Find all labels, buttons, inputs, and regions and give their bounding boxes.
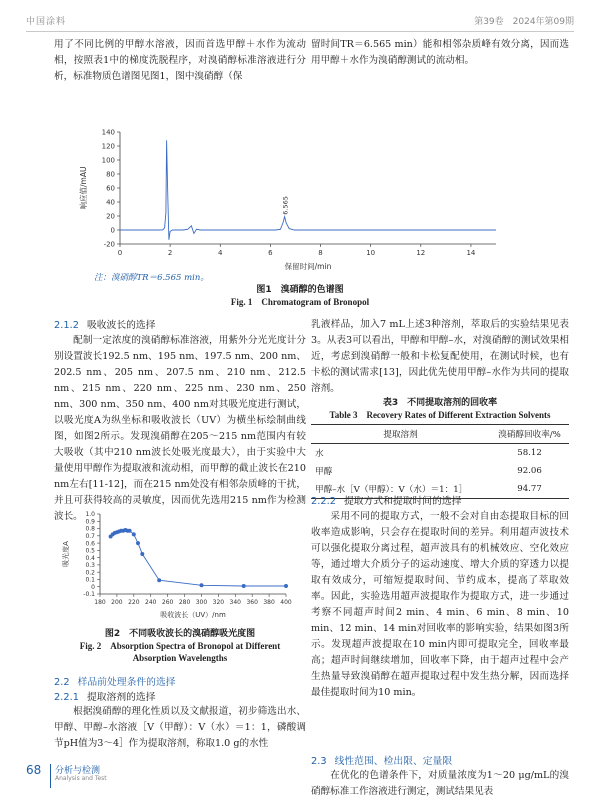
x-tick-label: 14 — [466, 249, 476, 257]
header-divider — [26, 31, 574, 32]
y-axis-label: 响应值/mAU — [79, 166, 88, 210]
section-number: 2.2.1 — [54, 692, 79, 703]
y-tick-label: 120 — [101, 142, 115, 151]
table-header-rate: 溴硝醇回收率/% — [490, 425, 569, 444]
y-tick-label: 0.2 — [85, 569, 95, 577]
section-2-1-2-text: 配制一定浓度的溴硝醇标准溶液，用紫外分光光度计分别设置波长192.5 nm、195 nm、197.5 nm、200 nm、202.5 nm、205 nm、207.5 nm、210 nm、212.5 nm、215 nm、220 nm、225 nm、230 nm、250 nm、300 nm、350 nm、400 nm对其吸光度进行测试，以吸光度A为纵坐标和吸收波长（UV）为横坐标绘制曲线图，如图2所示。发现溴硝醇在205～215 nm范围内有较大吸收（其中210 nm波长处吸光度最大），由于实验中大量使用甲醇作为提取液和流动相，而甲醇的截止波长在210 nm左右[11-12]，而在215 nm处没有相邻杂质峰的干扰，并且可获得较高的灵敏度，因而优先选用215 nm作为检测波长。 — [54, 335, 306, 522]
section-number: 2.2.2 — [311, 496, 336, 507]
data-point — [140, 552, 144, 556]
running-header — [26, 12, 574, 28]
section-title: 提取溶剂的选择 — [86, 692, 156, 703]
x-axis-label: 保留时间/min — [284, 262, 332, 271]
x-tick-label: 380 — [263, 599, 275, 606]
fig1-note: 注：溴硝醇TR＝6.565 min。 — [94, 273, 209, 283]
footer-section-en: Analysis and Test — [55, 775, 107, 782]
section-2-2-2-body — [311, 509, 569, 749]
y-tick-label: 60 — [106, 184, 115, 193]
table-row — [311, 444, 569, 463]
intro-left-text: 用了不同比例的甲醇水溶液，因而首选甲醇＋水作为流动相，按照表1中的梯度洗脱程序，对溴硝醇标准溶液进行分析，标准物质色谱图见图1，图中溴硝醇（保 — [54, 39, 306, 82]
y-tick-label: 0.5 — [85, 547, 95, 555]
y-tick-label: 80 — [106, 170, 115, 179]
x-tick-label: 2 — [167, 249, 173, 257]
data-point — [128, 529, 132, 533]
footer-section-cn: 分析与检测 — [55, 766, 101, 776]
section-2-3-body — [311, 768, 569, 800]
solvent-cell: 甲醇–水［V（甲醇）：V（水）＝1：1］ — [311, 480, 490, 499]
data-point — [132, 532, 136, 536]
section-2-2-heading — [54, 674, 176, 688]
data-point — [157, 578, 161, 582]
table3-title — [311, 397, 569, 421]
y-tick-label: 100 — [101, 156, 115, 165]
section-title: 提取方式和提取时间的选择 — [343, 496, 462, 507]
table3-title-en: Table 3 Recovery Rates of Different Extraction Solvents — [329, 410, 551, 420]
fig2-caption-cn: 图2 不同吸收波长的溴硝醇吸光度图 — [104, 629, 256, 639]
y-tick-label: -0.1 — [83, 591, 95, 599]
recovery-table — [311, 424, 569, 499]
table3-title-cn: 表3 不同提取溶剂的回收率 — [382, 398, 498, 408]
y-tick-label: 0.8 — [85, 525, 95, 533]
section-2-3-heading — [311, 753, 452, 767]
y-tick-label: 20 — [106, 212, 115, 221]
section-number: 2.2 — [54, 677, 70, 688]
solvent-cell: 水 — [315, 449, 324, 459]
section-2-2-2-text: 采用不同的提取方式，一般不会对自由态提取目标的回收率造成影响，只会存在提取时间的差异。利用超声波技术可以强化提取分离过程，超声波具有的机械效应、空化效应等，通过增大介质分子的运动速度、增大介质的穿透力以提取有效成分，可缩短提取时间、节约成本，提高了萃取效率。因此，实验选用超声波提取作为提取方式，进一步通过考察不同超声时间2 min、4 min、6 min、8 min、10 min、12 min、14 min对回收率的影响实验，结果如图3所示。发现超声波提取在10 min内即可提取完全，回收率最高；超声时间继续增加，回收率下降，由于超声过程中会产生热量导致溴硝醇在超声提取过程中发生热分解，因而选择最佳提取时间为10 min。 — [311, 511, 569, 698]
intro-right-text: 留时间TR＝6.565 min）能和相邻杂质峰有效分离，因而选用甲醇＋水作为溴硝醇测试的流动相。 — [311, 39, 569, 66]
x-tick-label: 8 — [318, 249, 323, 257]
table-header-solvent: 提取溶剂 — [311, 425, 490, 444]
y-tick-label: 0.6 — [85, 540, 95, 548]
issue-info: 第39卷 2024年第09期 — [474, 17, 574, 27]
x-tick-label: 360 — [246, 599, 258, 606]
fig1-caption-cn: 图1 溴硝醇的色谱图 — [256, 285, 344, 295]
section-number: 2.1.2 — [54, 320, 79, 331]
x-tick-label: 200 — [111, 599, 123, 606]
x-tick-label: 4 — [218, 249, 223, 257]
page-number: 68 — [26, 763, 42, 777]
fig2-caption — [54, 628, 306, 664]
x-tick-label: 340 — [229, 599, 241, 606]
section-2-2-1-body — [54, 704, 306, 768]
absorbance-line — [111, 530, 286, 586]
y-tick-label: 0.1 — [85, 576, 95, 584]
data-point — [242, 584, 246, 588]
x-axis-label: 吸收波长（UV）/nm — [160, 611, 226, 619]
y-tick-label: 0.9 — [85, 518, 95, 526]
y-tick-label: 40 — [106, 198, 115, 207]
chromatogram-trace — [120, 140, 496, 239]
table-row — [311, 462, 569, 480]
y-tick-label: -20 — [103, 240, 115, 249]
x-tick-label: 12 — [416, 249, 426, 257]
data-point — [200, 583, 204, 587]
footer-divider — [50, 764, 51, 788]
data-point — [284, 584, 288, 588]
y-tick-label: 0 — [110, 226, 115, 235]
rate-cell: 58.12 — [517, 448, 542, 458]
section-2-1-2-heading — [54, 317, 156, 331]
fig1-caption-en: Fig. 1 Chromatogram of Bronopol — [230, 297, 370, 307]
data-point — [136, 541, 140, 545]
x-tick-label: 300 — [195, 599, 208, 606]
fig1-caption — [0, 284, 600, 308]
x-tick-label: 6 — [268, 249, 273, 257]
rate-cell: 92.06 — [517, 466, 542, 476]
x-tick-label: 260 — [161, 599, 174, 606]
section-number: 2.3 — [311, 756, 327, 767]
section-2-2-1-heading — [54, 689, 156, 703]
y-tick-label: 0 — [91, 583, 95, 591]
rate-cell: 94.77 — [490, 480, 569, 499]
section-title: 样品前处理条件的选择 — [77, 677, 176, 688]
x-tick-label: 220 — [128, 599, 140, 606]
right-col-para: 乳液样品，加入7 mL上述3种溶剂，萃取后的实验结果见表3。从表3可以看出，甲醇和甲醇–水，对溴硝醇的测试效果相近，考虑到溴硝醇一般和卡松复配使用，在测试时候，也有卡松的测试需求[13]，因此优先使用甲醇–水作为共同的提取溶剂。 — [311, 319, 569, 394]
x-tick-label: 0 — [117, 249, 123, 257]
solvent-cell: 甲醇 — [315, 467, 333, 477]
y-tick-label: 0.3 — [85, 562, 95, 570]
y-tick-label: 140 — [101, 128, 115, 137]
fig2-caption-en-1: Fig. 2 Absorption Spectra of Bronopol at Different — [79, 641, 281, 651]
y-axis-label: 吸光度A — [62, 541, 70, 567]
journal-name: 中国涂料 — [26, 17, 67, 27]
chromatogram-chart — [76, 126, 506, 286]
absorbance-chart — [60, 510, 300, 624]
section-2-2-2-heading — [311, 493, 462, 507]
section-2-2-1-text: 根据溴硝醇的理化性质以及文献报道，初步筛选出水、甲醇、甲醇–水溶液［V（甲醇）：V（水）＝1：1，磷酸调节pH值为3～4］作为提取溶剂，称取1.0 g的水性 — [54, 706, 306, 749]
x-tick-label: 400 — [280, 599, 292, 606]
x-tick-label: 180 — [94, 599, 106, 606]
x-tick-label: 320 — [212, 599, 225, 606]
table-header-row — [311, 425, 569, 444]
section-2-3-text: 在优化的色谱条件下，对质量浓度为1～20 μg/mL的溴硝醇标准工作溶液进行测定，测试结果见表 — [311, 770, 569, 797]
x-tick-label: 240 — [145, 599, 157, 606]
y-tick-label: 0.7 — [85, 533, 95, 541]
y-tick-label: 0.4 — [85, 554, 95, 562]
section-title: 线性范围、检出限、定量限 — [334, 756, 453, 767]
section-title: 吸收波长的选择 — [86, 320, 156, 331]
x-tick-label: 10 — [366, 249, 376, 257]
fig2-caption-en-2: Absorption Wavelengths — [132, 653, 228, 663]
peak-label: 6.565 — [281, 196, 290, 215]
x-tick-label: 280 — [178, 599, 191, 606]
y-tick-label: 1.0 — [85, 511, 95, 519]
